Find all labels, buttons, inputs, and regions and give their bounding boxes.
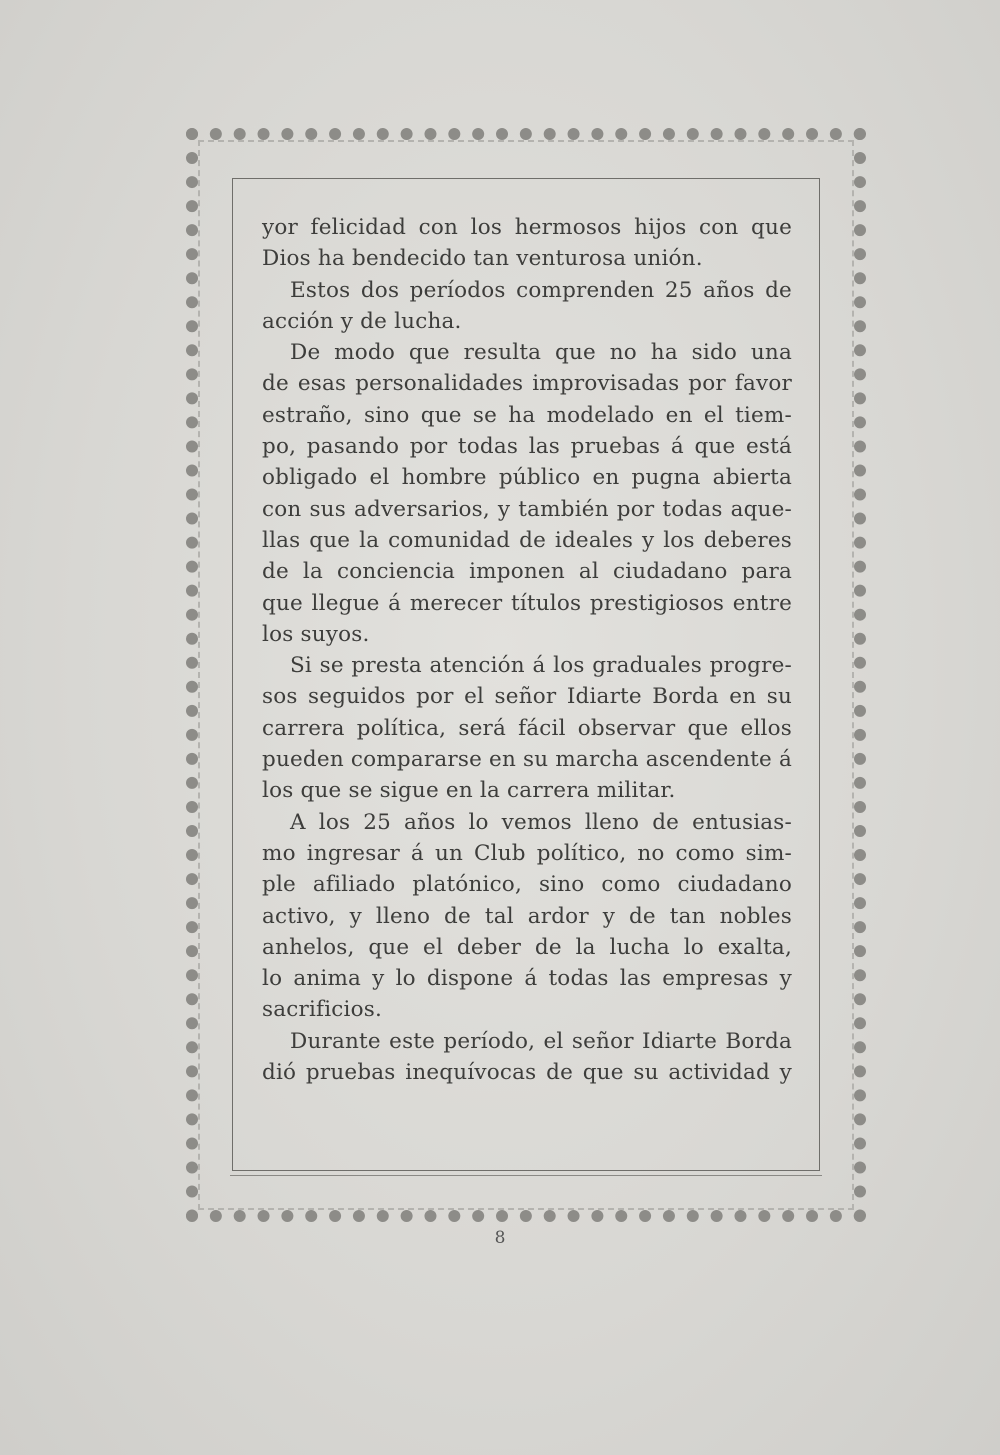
text-line: obligado el hombre público en pugna abierta (262, 465, 792, 491)
text-line: Estos dos períodos comprenden 25 años de (290, 277, 792, 303)
text-line: con sus adversarios, y también por todas aque- (262, 496, 792, 522)
text-line: de la conciencia imponen al ciudadano para (262, 559, 792, 585)
body-text (262, 212, 792, 1088)
text-line: lo anima y lo dispone á todas las empresas y (262, 966, 792, 992)
text-line: sos seguidos por el señor Idiarte Borda en su (262, 684, 792, 710)
text-line: yor felicidad con los hermosos hijos con que (262, 215, 792, 240)
text-line: Si se presta atención á los graduales progre- (290, 653, 792, 679)
text-line: pueden compararse en su marcha ascendente á (262, 747, 792, 773)
text-line: sacrificios. (262, 997, 383, 1023)
text-line: carrera política, será fácil observar que ellos (262, 715, 792, 741)
text-line: activo, y lleno de tal ardor y de tan nobles (262, 903, 792, 929)
text-line: los que se sigue en la carrera militar. (262, 778, 676, 804)
text-line: po, pasando por todas las pruebas á que está (262, 434, 792, 460)
text-line: llas que la comunidad de ideales y los deberes (262, 527, 792, 553)
text-line: Durante este período, el señor Idiarte Borda (290, 1028, 792, 1054)
text-line: de esas personalidades improvisadas por favor (262, 371, 792, 397)
text-line: A los 25 años lo vemos lleno de entusias- (290, 809, 792, 835)
text-line: ple afiliado platónico, sino como ciudadano (262, 872, 792, 898)
text-line: mo ingresar á un Club político, no como sim- (262, 840, 792, 866)
text-line: dió pruebas inequívocas de que su actividad y (262, 1060, 792, 1086)
text-line: acción y de lucha. (262, 308, 462, 334)
text-line: Dios ha bendecido tan venturosa unión. (262, 246, 703, 272)
text-line: que llegue á merecer títulos prestigiosos entre (262, 590, 792, 616)
text-line: estraño, sino que se ha modelado en el tiem- (262, 402, 792, 428)
text-line: los suyos. (262, 621, 370, 647)
page-number: 8 (494, 1228, 506, 1248)
text-line: De modo que resulta que no ha sido una (290, 340, 792, 366)
text-line: anhelos, que el deber de la lucha lo exalta, (262, 934, 792, 960)
